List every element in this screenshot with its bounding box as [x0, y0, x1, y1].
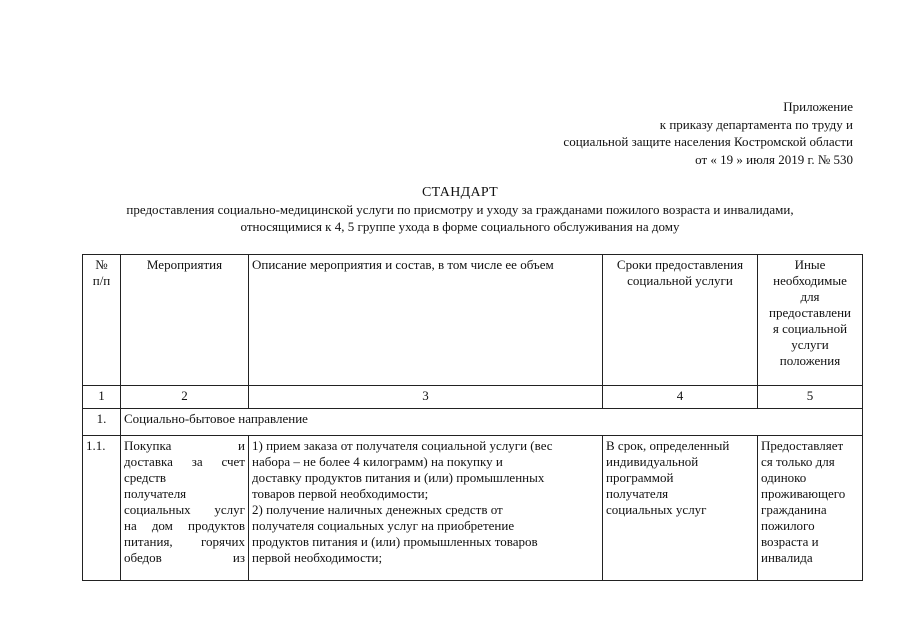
item-description-line: набора – не более 4 килограмм) на покупку и: [252, 454, 503, 469]
item-event-line: получателя: [124, 486, 187, 501]
document-title: СТАНДАРТ: [422, 185, 498, 200]
item-event-line: средств: [124, 470, 167, 485]
header-events: Мероприятия: [121, 255, 249, 386]
header-other-line: необходимые: [773, 273, 847, 288]
appendix-header: [563, 98, 853, 168]
item-terms-line: социальных услуг: [606, 502, 707, 517]
item-other-line: инвалида: [761, 550, 813, 565]
header-num: [83, 255, 121, 386]
item-description-line: продуктов питания и (или) промышленных товаров: [252, 534, 538, 549]
header-terms: [603, 255, 758, 386]
column-number: 1: [83, 386, 121, 409]
header-num-line: №: [95, 257, 108, 272]
item-description-line: первой необходимости;: [252, 550, 383, 565]
item-num: 1.1.: [83, 436, 121, 581]
header-description: Описание мероприятия и состав, в том числе ее объем: [249, 255, 603, 386]
header-other-line: услуги: [791, 337, 829, 352]
item-events: [121, 436, 249, 581]
item-event-line: Покупка и: [124, 438, 245, 453]
header-other-line: я социальной: [772, 321, 848, 336]
item-terms-line: индивидуальной: [606, 454, 699, 469]
item-description-line: 2) получение наличных денежных средств от: [252, 502, 503, 517]
item-other: [758, 436, 863, 581]
item-description-line: получателя социальных услуг на приобретение: [252, 518, 515, 533]
appendix-line: от « 19 » июля 2019 г. № 530: [695, 151, 853, 167]
header-other-line: предоставлени: [768, 305, 851, 320]
table-row: [83, 436, 863, 581]
item-other-line: пожилого: [761, 518, 815, 533]
header-terms-line: социальной услуги: [627, 273, 733, 288]
item-description: [249, 436, 603, 581]
section-row: [83, 409, 863, 436]
appendix-line: социальной защите населения Костромской области: [563, 134, 853, 149]
item-description-line: доставку продуктов питания и (или) промышленных: [252, 470, 545, 485]
item-other-line: возраста и: [761, 534, 819, 549]
column-number-row: [83, 386, 863, 409]
item-other-line: проживающего: [761, 486, 846, 501]
item-description-line: товаров первой необходимости;: [252, 486, 429, 501]
item-event-line: доставка за счет: [124, 454, 245, 469]
appendix-line: к приказу департамента по труду и: [659, 116, 853, 132]
item-other-line: Предоставляет: [761, 438, 844, 453]
item-terms-line: получателя: [606, 486, 669, 501]
item-event-line: на дом продуктов: [124, 518, 245, 533]
item-event-line: питания, горячих: [124, 534, 245, 549]
header-other-line: Иные: [794, 257, 826, 272]
item-other-line: гражданина: [761, 502, 827, 517]
section-num: 1.: [83, 409, 121, 436]
header-other-line: для: [800, 289, 820, 304]
table-header-row: [83, 255, 863, 386]
column-number: 5: [758, 386, 863, 409]
section-label: Социально-бытовое направление: [121, 409, 863, 436]
column-number: 2: [121, 386, 249, 409]
item-event-line: социальных услуг: [124, 502, 245, 517]
item-other-line: ся только для: [761, 454, 835, 469]
item-terms-line: программой: [606, 470, 674, 485]
document-title-block: [60, 184, 860, 235]
standard-table: [82, 254, 863, 581]
item-terms-line: В срок, определенный: [606, 438, 730, 453]
header-other-line: положения: [779, 353, 841, 368]
item-terms: [603, 436, 758, 581]
item-event-line: обедов из: [124, 550, 245, 565]
document-subtitle-line: предоставления социально-медицинской услуги по присмотру и уходу за гражданами пожилого возраста и инвалидами,: [126, 202, 794, 217]
column-number: 3: [249, 386, 603, 409]
header-num-line: п/п: [92, 273, 111, 288]
column-number: 4: [603, 386, 758, 409]
document-subtitle-line: относящимися к 4, 5 группе ухода в форме социального обслуживания на дому: [240, 219, 680, 234]
header-other: [758, 255, 863, 386]
item-description-line: 1) прием заказа от получателя социальной услуги (вес: [252, 438, 553, 453]
item-other-line: одиноко: [761, 470, 807, 485]
appendix-line: Приложение: [783, 99, 853, 114]
header-terms-line: Сроки предоставления: [616, 257, 744, 272]
